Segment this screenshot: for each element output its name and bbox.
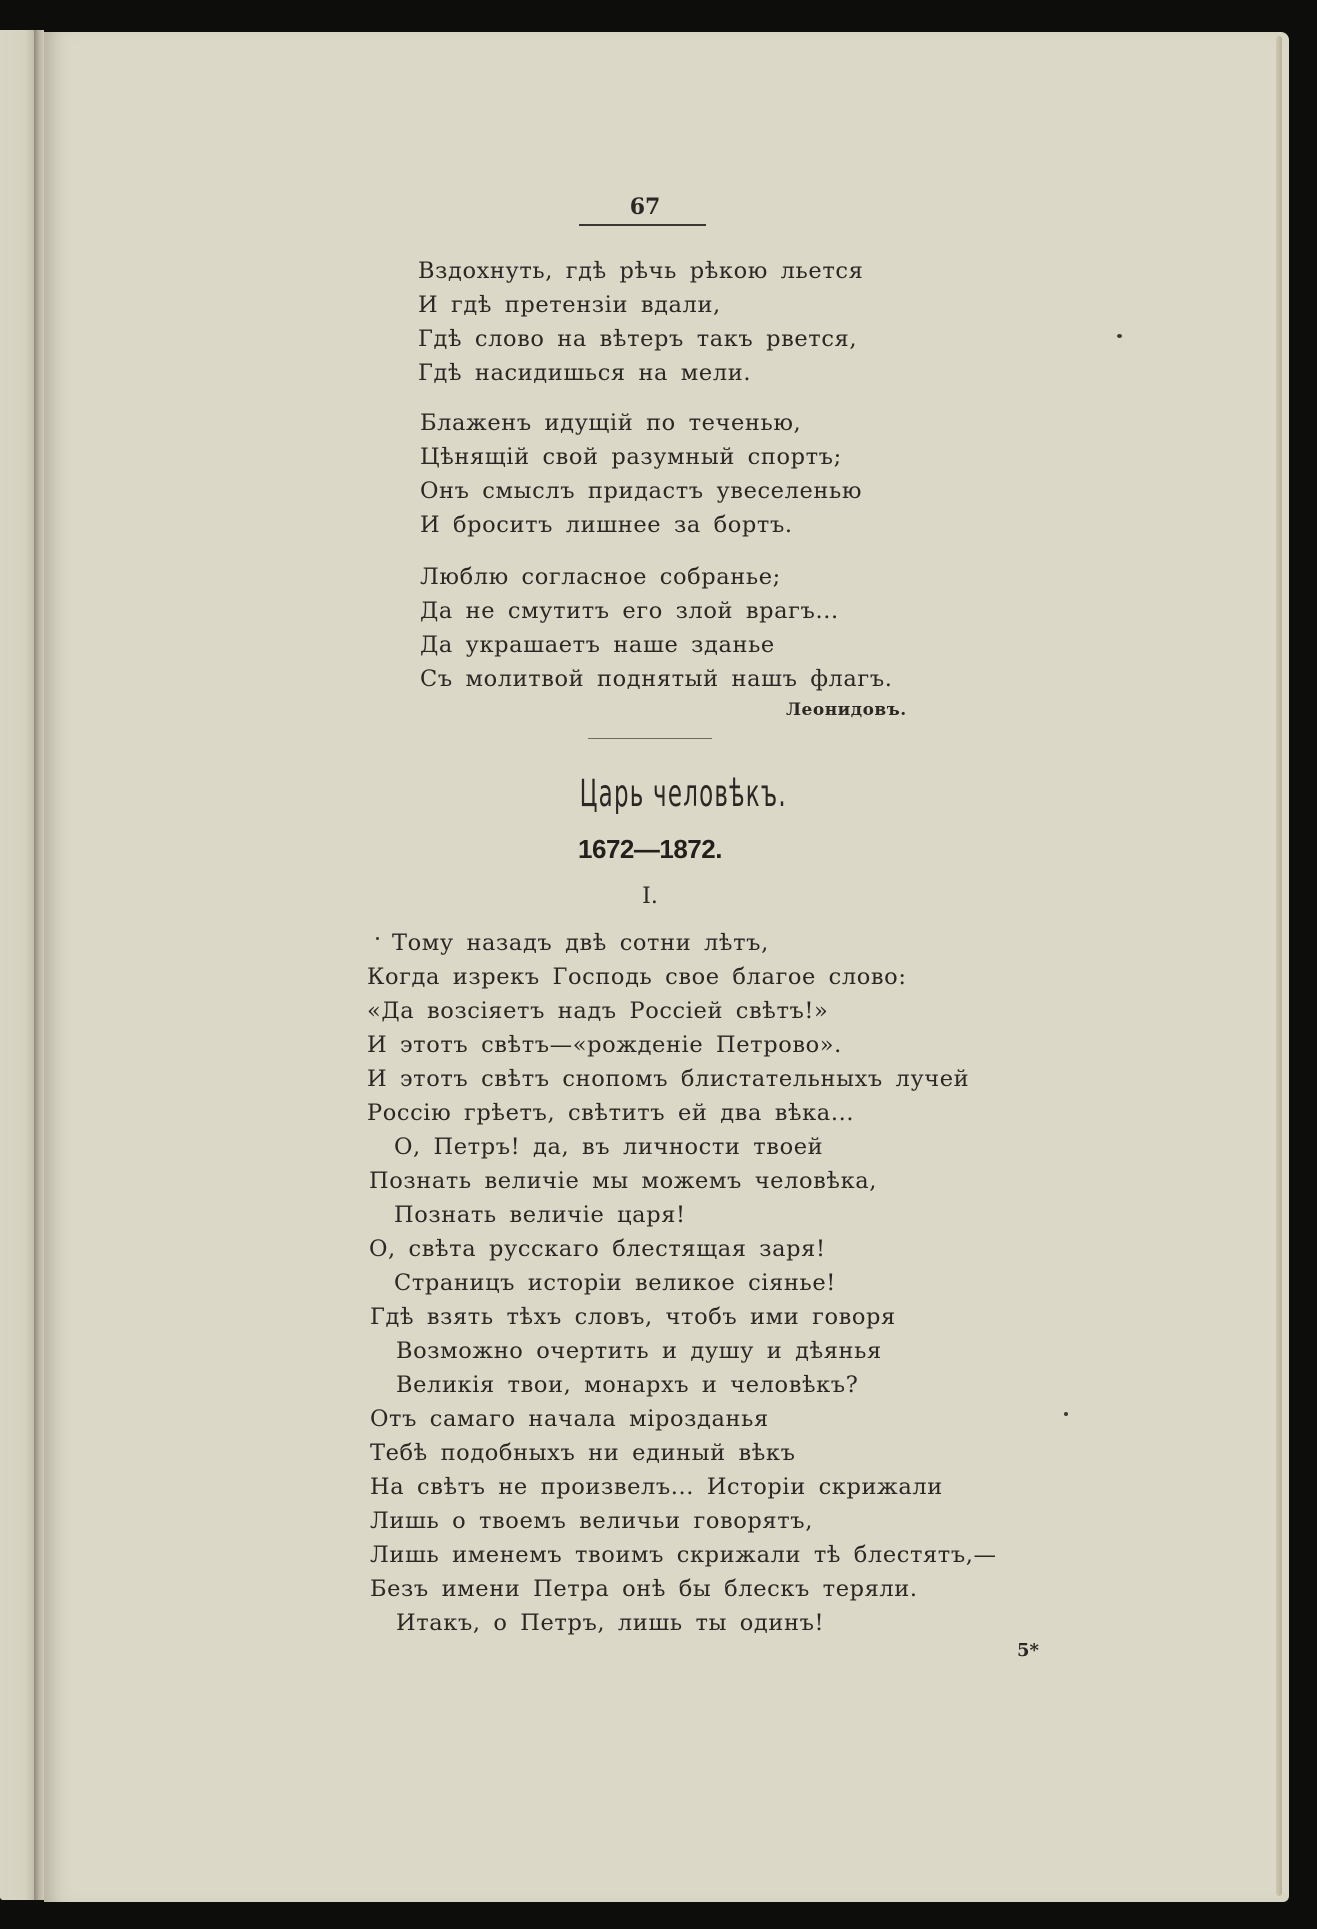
poem-line: Блаженъ идущій по теченью, bbox=[420, 410, 802, 436]
poem-line: О, Петръ! да, въ личности твоей bbox=[394, 1134, 824, 1160]
section-divider bbox=[588, 738, 712, 739]
poem-line: На свѣтъ не произвелъ... Исторіи скрижали bbox=[370, 1474, 943, 1500]
poem-line: И этотъ свѣтъ снопомъ блистательныхъ лучей bbox=[367, 1066, 970, 1092]
poem-line: Гдѣ взять тѣхъ словъ, чтобъ ими говоря bbox=[370, 1304, 896, 1330]
poem-line: Гдѣ насидишься на мели. bbox=[418, 360, 752, 386]
poem-line: Познать величіе мы можемъ человѣка, bbox=[369, 1168, 877, 1194]
poem-line: Съ молитвой поднятый нашъ флагъ. bbox=[420, 666, 893, 692]
poem-line: И гдѣ претензіи вдали, bbox=[418, 292, 721, 318]
scan-speck bbox=[1064, 1412, 1068, 1416]
poem-line: О, свѣта русскаго блестящая заря! bbox=[369, 1236, 826, 1262]
poem-line: Люблю согласное собранье; bbox=[420, 564, 781, 590]
poem-line: Безъ имени Петра онѣ бы блескъ теряли. bbox=[370, 1576, 918, 1602]
page-number: 67 bbox=[629, 194, 661, 220]
poem-line: Великія твои, монархъ и человѣкъ? bbox=[396, 1372, 859, 1398]
poem-line: Онъ смыслъ придастъ увеселенью bbox=[420, 478, 863, 504]
poem-line: Вздохнуть, гдѣ рѣчь рѣкою льется bbox=[418, 258, 864, 284]
book-gutter bbox=[34, 30, 44, 1900]
poem-line: Страницъ исторіи великое сіянье! bbox=[394, 1270, 836, 1296]
poem-line: Итакъ, о Петръ, лишь ты одинъ! bbox=[396, 1610, 825, 1636]
section-number: I. bbox=[642, 884, 658, 909]
poem-line: Отъ самаго начала мірозданья bbox=[370, 1406, 769, 1432]
author-signature: Леонидовъ. bbox=[786, 700, 907, 720]
scan-speck bbox=[1117, 334, 1122, 338]
poem-line: Тебѣ подобныхъ ни единый вѣкъ bbox=[370, 1440, 796, 1466]
poem-line: Да не смутитъ его злой врагъ... bbox=[420, 598, 839, 624]
scan-speck bbox=[376, 937, 379, 940]
poem-line: Цѣнящій свой разумный спортъ; bbox=[420, 444, 842, 470]
printer-signature-mark: 5* bbox=[1017, 1640, 1039, 1661]
poem-line: Тому назадъ двѣ сотни лѣтъ, bbox=[392, 930, 769, 956]
left-facing-page-edge bbox=[0, 30, 36, 1900]
poem-line: Возможно очертить и душу и дѣянья bbox=[396, 1338, 882, 1364]
poem-line: И броситъ лишнее за бортъ. bbox=[420, 512, 793, 538]
poem-line: Познать величіе царя! bbox=[394, 1202, 686, 1228]
poem-line: Да украшаетъ наше зданье bbox=[420, 632, 775, 658]
poem-line: И этотъ свѣтъ—«рожденіе Петрово». bbox=[367, 1032, 842, 1058]
poem-line: Гдѣ слово на вѣтеръ такъ рвется, bbox=[418, 326, 858, 352]
poem-years: 1672—1872. bbox=[578, 834, 722, 864]
poem-line: Когда изрекъ Господь свое благое слово: bbox=[367, 964, 907, 990]
poem-title: Царь человѣкъ. bbox=[579, 772, 787, 815]
poem-line: Лишь именемъ твоимъ скрижали тѣ блестятъ,— bbox=[370, 1542, 997, 1568]
poem-line: Россію грѣетъ, свѣтитъ ей два вѣка... bbox=[367, 1100, 855, 1126]
page-number-rule bbox=[579, 224, 706, 226]
poem-line: «Да возсіяетъ надъ Россіей свѣтъ!» bbox=[367, 998, 829, 1024]
page-stack-edge bbox=[1276, 36, 1282, 1896]
poem-line: Лишь о твоемъ величьи говорятъ, bbox=[370, 1508, 813, 1534]
